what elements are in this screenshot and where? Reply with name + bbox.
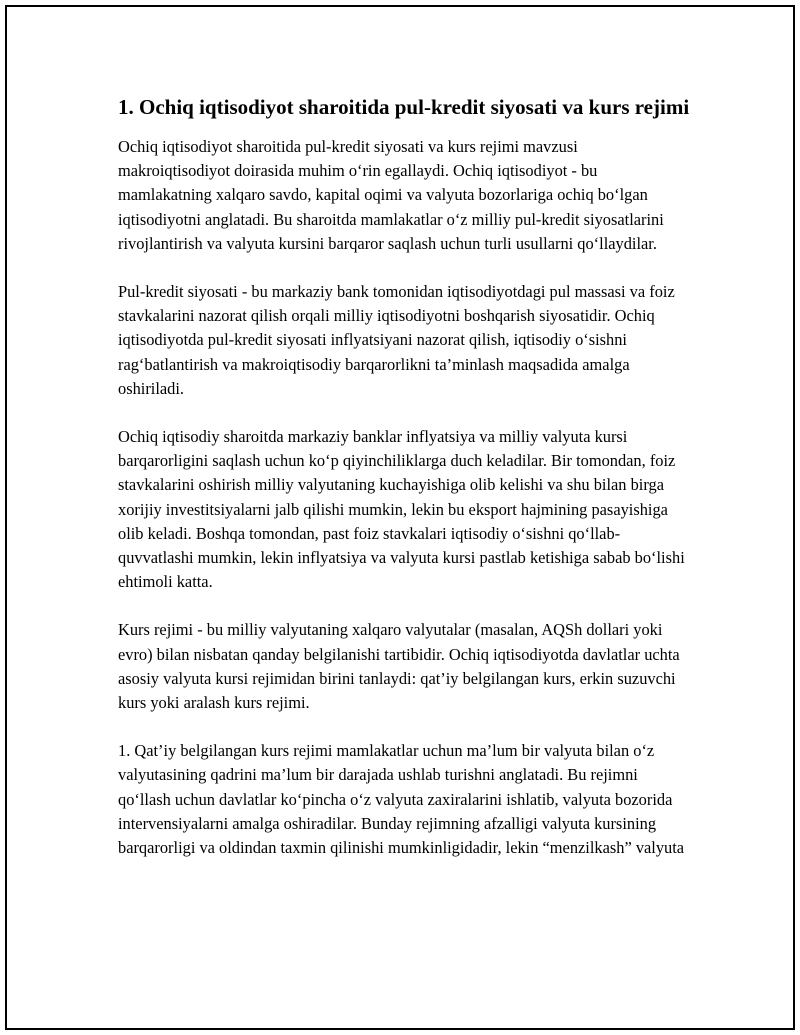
document-body — [118, 93, 693, 884]
paragraph-2: Pul-kredit siyosati - bu markaziy bank tomonidan iqtisodiyotdagi pul massasi va foiz stavkalarini nazorat qilish orqali milliy iqtisodiyotni boshqarish siyosatidir. Ochiq iqtisodiyotda pul-kredit siyosati inflyatsiyani nazorat qilish, iqtisodiy o‘sishni rag‘batlantirish va makroiqtisodiy barqarorlikni ta’minlash maqsadida amalga oshiriladi. — [118, 282, 675, 398]
paragraph-4: Kurs rejimi - bu milliy valyutaning xalqaro valyutalar (masalan, AQSh dollari yoki evro) bilan nisbatan qanday belgilanishi tartibidir. Ochiq iqtisodiyotda davlatlar uchta asosiy valyuta kursi rejimidan birini tanlaydi: qat’iy belgilangan kurs, erkin suzuvchi kurs yoki aralash kurs rejimi. — [118, 620, 680, 713]
paragraph-1: Ochiq iqtisodiyot sharoitida pul-kredit siyosati va kurs rejimi mavzusi makroiqtisodiyot doirasida muhim o‘rin egallaydi. Ochiq iqtisodiyot - bu mamlakatning xalqaro savdo, kapital oqimi va valyuta bozorlariga ochiq bo‘lgan iqtisodiyotni anglatadi. Bu sharoitda mamlakatlar o‘z milliy pul-kredit siyosatlarini rivojlantirish va valyuta kursini barqaror saqlash uchun turli usullarni qo‘llaydilar. — [118, 137, 664, 253]
section-heading: 1. Ochiq iqtisodiyot sharoitida pul-kredit siyosati va kurs rejimi — [118, 95, 690, 119]
paragraph-3: Ochiq iqtisodiy sharoitda markaziy banklar inflyatsiya va milliy valyuta kursi barqarorligini saqlash uchun ko‘p qiyinchiliklarga duch keladilar. Bir tomondan, foiz stavkalarini oshirish milliy valyutaning kuchayishiga olib kelishi va shu bilan birga xorijiy investitsiyalarni jalb qilishi mumkin, lekin bu eksport hajmining pasayishiga olib keladi. Boshqa tomondan, past foiz stavkalari iqtisodiy o‘sishni qo‘llab-quvvatlashi mumkin, lekin inflyatsiya va valyuta kursi pastlab ketishiga sabab bo‘lishi ehtimoli katta. — [118, 427, 685, 592]
paragraph-5: 1. Qat’iy belgilangan kurs rejimi mamlakatlar uchun ma’lum bir valyuta bilan o‘z valyutasining qadrini ma’lum bir darajada ushlab turishni anglatadi. Bu rejimni qo‘llash uchun davlatlar ko‘pincha o‘z valyuta zaxiralarini ishlatib, valyuta bozorida intervensiyalarni amalga oshiradilar. Bunday rejimning afzalligi valyuta kursining barqarorligi va oldindan taxmin qilinishi mumkinligidadir, lekin “menzilkash” valyuta — [118, 741, 685, 858]
